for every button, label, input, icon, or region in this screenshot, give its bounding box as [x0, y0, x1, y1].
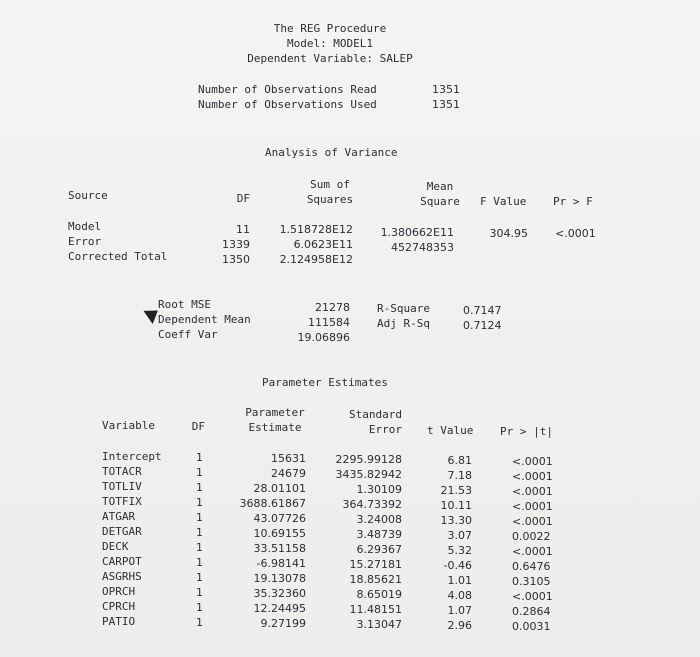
params-title: Parameter Estimates: [262, 376, 388, 389]
param-df: 1: [196, 601, 203, 614]
param-pvalue: <.0001: [512, 470, 553, 483]
anova-row-df: 1339: [222, 238, 250, 251]
param-tvalue: 1.01: [447, 574, 472, 587]
param-variable: CARPOT: [102, 555, 142, 568]
param-pvalue: <.0001: [512, 485, 553, 498]
param-estimate: 35.32360: [253, 587, 306, 600]
anova-header-fvalue: F Value: [480, 195, 527, 208]
anova-ms-column: [370, 225, 454, 255]
adj-r-sq-label: Adj R-Sq: [377, 317, 430, 330]
param-stderr: 8.65019: [356, 588, 402, 601]
fit-values-column: [280, 300, 350, 345]
rsq-values-column: [463, 303, 502, 333]
root-mse-label: Root MSE: [158, 298, 211, 311]
params-header-est-bottom: Estimate: [248, 421, 302, 434]
param-tvalue: 21.53: [440, 484, 472, 497]
param-df: 1: [196, 511, 203, 524]
anova-header-ms-bottom: Square: [420, 195, 460, 208]
params-p-column: [512, 454, 553, 634]
param-stderr: 3.48739: [356, 528, 402, 541]
anova-row-ss: 6.0623E11: [293, 238, 353, 251]
anova-header-source: Source: [68, 189, 108, 202]
params-header-se-bottom: Error: [368, 423, 402, 436]
obs-used-value: 1351: [432, 98, 460, 111]
coeff-var-label: Coeff Var: [158, 328, 218, 341]
param-stderr: 18.85621: [349, 573, 402, 586]
param-df: 1: [196, 616, 203, 629]
param-df: 1: [196, 556, 203, 569]
param-estimate: 24679: [271, 467, 306, 480]
param-pvalue: <.0001: [512, 590, 553, 603]
params-header-est-top: Parameter: [245, 406, 305, 419]
anova-fvalue: 304.95: [489, 227, 528, 240]
param-estimate: -6.98141: [256, 557, 306, 570]
param-estimate: 3688.61867: [239, 497, 306, 510]
param-df: 1: [196, 466, 203, 479]
param-pvalue: 0.0022: [512, 530, 551, 543]
anova-ss-column: [270, 222, 353, 267]
param-tvalue: 13.30: [440, 514, 472, 527]
anova-row-df: 1350: [222, 253, 250, 266]
anova-row-ss: 1.518728E12: [279, 223, 353, 236]
anova-header-ss-top: Sum of: [310, 178, 350, 191]
param-tvalue: 4.08: [447, 589, 472, 602]
params-df-column: [175, 450, 203, 630]
param-stderr: 6.29367: [356, 543, 402, 556]
param-pvalue: 0.2864: [512, 605, 551, 618]
dependent-mean-label: Dependent Mean: [158, 313, 251, 326]
param-estimate: 15631: [271, 452, 306, 465]
param-df: 1: [196, 571, 203, 584]
param-stderr: 3435.82942: [335, 468, 402, 481]
anova-header-ms-top: Mean: [426, 180, 454, 193]
param-pvalue: <.0001: [512, 455, 553, 468]
params-estimate-column: [225, 451, 306, 631]
param-pvalue: <.0001: [512, 515, 553, 528]
dependent-mean-value: 111584: [308, 316, 350, 329]
param-stderr: 364.73392: [342, 498, 402, 511]
dependent-variable: Dependent Variable: SALEP: [247, 52, 413, 65]
param-variable: PATIO: [102, 615, 136, 628]
param-pvalue: <.0001: [512, 500, 553, 513]
anova-row-ss: 2.124958E12: [279, 253, 353, 266]
param-variable: OPRCH: [102, 585, 136, 598]
coeff-var-value: 19.06896: [297, 331, 350, 344]
param-variable: TOTFIX: [102, 495, 142, 508]
param-df: 1: [196, 526, 203, 539]
param-stderr: 11.48151: [349, 603, 402, 616]
anova-row-ms: 452748353: [391, 241, 454, 254]
anova-pvalue: <.0001: [555, 227, 596, 240]
param-pvalue: 0.3105: [512, 575, 551, 588]
param-estimate: 10.69155: [253, 527, 306, 540]
param-tvalue: -0.46: [443, 559, 472, 572]
param-tvalue: 7.18: [447, 469, 472, 482]
anova-header-ss-bottom: Squares: [306, 193, 354, 206]
params-header-t: t Value: [427, 424, 474, 437]
anova-row-source: Corrected Total: [68, 250, 168, 263]
fit-labels-column: [158, 297, 251, 342]
param-tvalue: 1.07: [447, 604, 472, 617]
anova-header-df: DF: [236, 192, 250, 205]
param-df: 1: [196, 496, 203, 509]
param-estimate: 19.13078: [253, 572, 306, 585]
param-variable: Intercept: [102, 450, 162, 463]
obs-read-label: Number of Observations Read: [198, 83, 377, 96]
anova-row-source: Model: [68, 220, 102, 233]
param-estimate: 28.01101: [253, 482, 306, 495]
param-estimate: 43.07726: [253, 512, 306, 525]
param-stderr: 1.30109: [356, 483, 402, 496]
params-header-se-top: Standard: [349, 408, 402, 421]
param-stderr: 15.27181: [349, 558, 402, 571]
param-estimate: 9.27199: [260, 617, 306, 630]
param-df: 1: [196, 586, 203, 599]
anova-row-ms: 1.380662E11: [380, 226, 454, 239]
param-tvalue: 6.81: [447, 454, 472, 467]
root-mse-value: 21278: [315, 301, 350, 314]
param-estimate: 12.24495: [253, 602, 306, 615]
params-header-df: DF: [191, 420, 205, 433]
param-stderr: 2295.99128: [335, 453, 402, 466]
params-variable-column: [102, 449, 162, 629]
param-tvalue: 10.11: [440, 499, 472, 512]
anova-header-prf: Pr > F: [553, 195, 593, 208]
param-tvalue: 2.96: [447, 619, 472, 632]
r-square-value: 0.7147: [463, 304, 502, 317]
anova-source-column: [68, 219, 167, 264]
anova-row-source: Error: [68, 235, 102, 248]
param-variable: DETGAR: [102, 525, 142, 538]
param-tvalue: 3.07: [447, 529, 472, 542]
r-square-label: R-Square: [377, 302, 430, 315]
param-stderr: 3.24008: [356, 513, 402, 526]
procedure-title: The REG Procedure: [273, 22, 387, 35]
param-df: 1: [196, 541, 203, 554]
params-header-variable: Variable: [102, 419, 155, 432]
adj-r-sq-value: 0.7124: [463, 319, 502, 332]
param-variable: CPRCH: [102, 600, 136, 613]
obs-used-label: Number of Observations Used: [198, 98, 377, 111]
param-pvalue: 0.0031: [512, 620, 551, 633]
param-stderr: 3.13047: [356, 618, 402, 631]
rsq-labels-column: [377, 301, 430, 331]
params-stderr-column: [320, 452, 402, 632]
anova-df-column: [200, 222, 250, 267]
param-variable: TOTACR: [102, 465, 142, 478]
model-name: Model: MODEL1: [286, 37, 374, 50]
param-variable: TOTLIV: [102, 480, 142, 493]
params-header-p: Pr > |t|: [500, 425, 553, 438]
obs-read-value: 1351: [432, 83, 460, 96]
param-df: 1: [196, 481, 203, 494]
param-variable: ATGAR: [102, 510, 136, 523]
param-pvalue: 0.6476: [512, 560, 551, 573]
params-t-column: [422, 453, 472, 633]
param-estimate: 33.51158: [253, 542, 306, 555]
param-variable: ASGRHS: [102, 570, 142, 583]
param-pvalue: <.0001: [512, 545, 553, 558]
anova-row-df: 11: [236, 223, 250, 236]
anova-title: Analysis of Variance: [265, 146, 398, 159]
param-variable: DECK: [102, 540, 129, 553]
param-df: 1: [196, 451, 203, 464]
param-tvalue: 5.32: [447, 544, 472, 557]
